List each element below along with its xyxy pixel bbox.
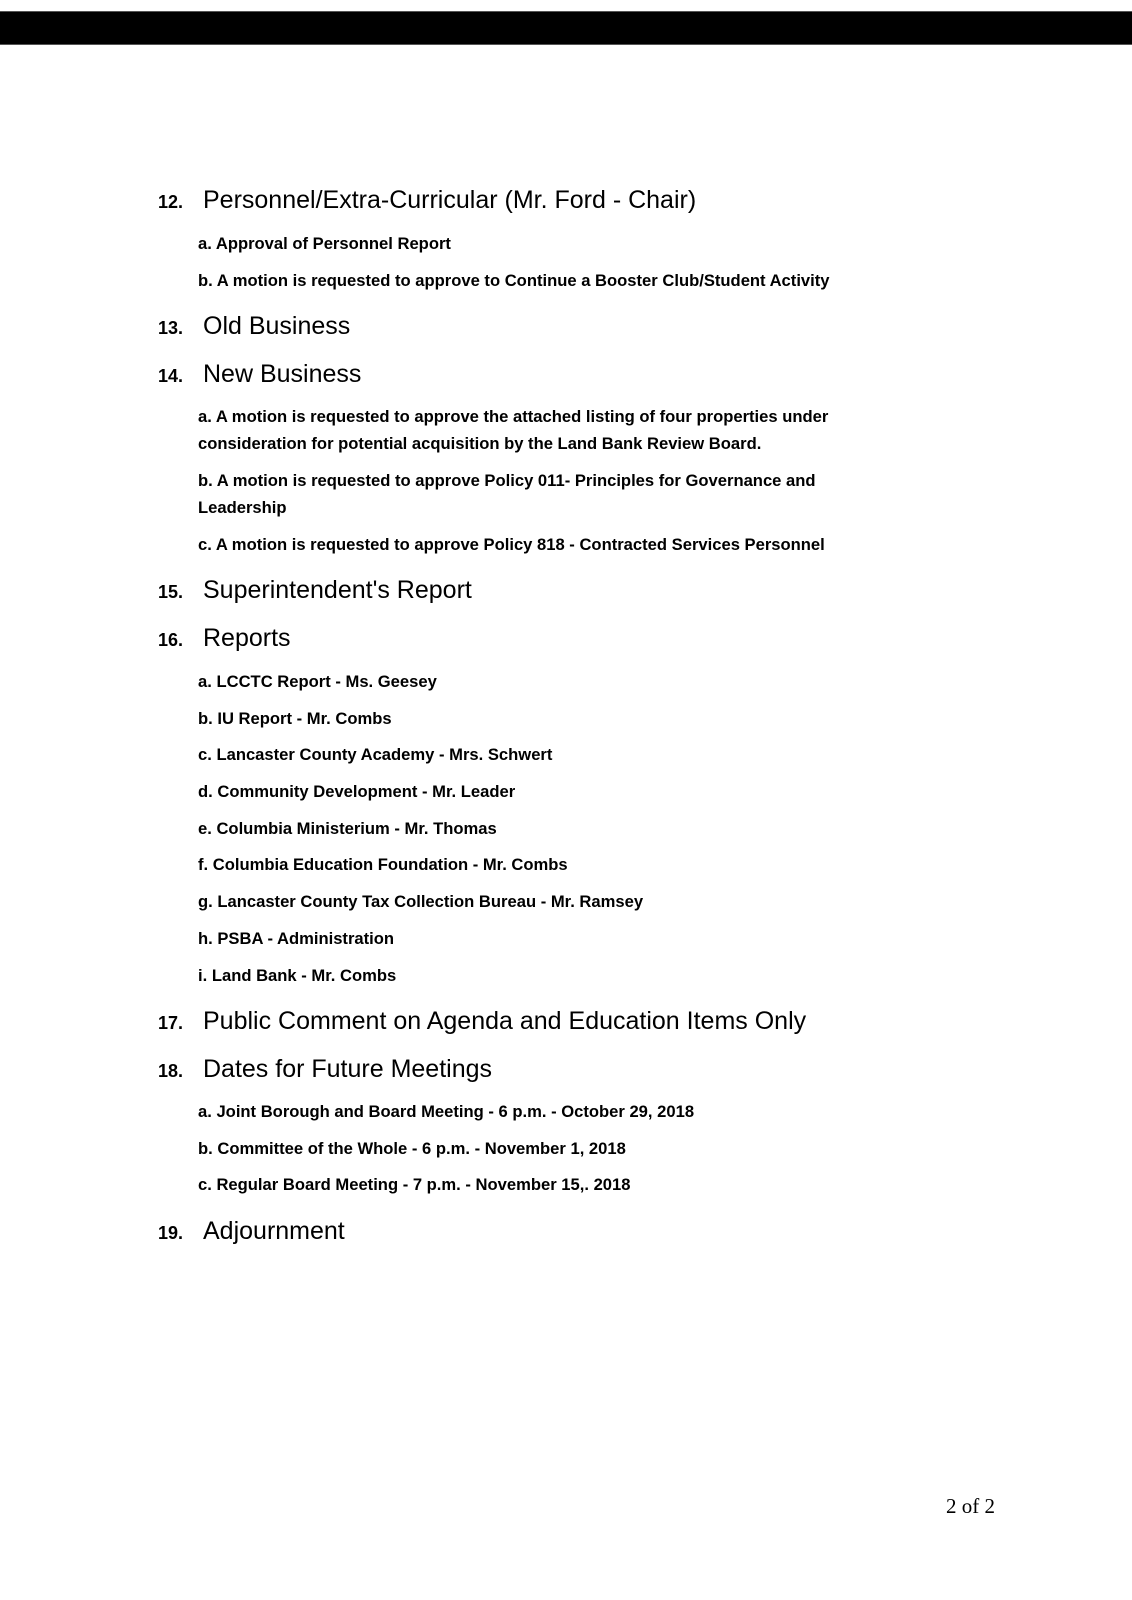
section-heading [158, 623, 291, 657]
agenda-item: b. Committee of the Whole - 6 p.m. - November 1, 2018 [198, 1139, 626, 1158]
agenda-item: b. A motion is requested to approve Policy 011- Principles for Governance and [198, 471, 816, 490]
section-title: Public Comment on Agenda and Education Items Only [203, 1007, 807, 1035]
agenda-item: c. Regular Board Meeting - 7 p.m. - November 15,. 2018 [198, 1175, 631, 1194]
agenda-item: f. Columbia Education Foundation - Mr. Combs [198, 855, 568, 874]
agenda-item: c. Lancaster County Academy - Mrs. Schwert [198, 745, 553, 764]
section-number: 13. [158, 318, 184, 338]
section-title: Adjournment [203, 1217, 345, 1245]
agenda-item: h. PSBA - Administration [198, 929, 395, 948]
section-number: 14. [158, 366, 184, 386]
page-number: 2 of 2 [946, 1494, 995, 1518]
section-heading [158, 1216, 345, 1250]
agenda-item: Leadership [198, 498, 287, 517]
agenda-item: g. Lancaster County Tax Collection Bureau - Mr. Ramsey [198, 892, 644, 911]
section-number: 16. [158, 630, 184, 650]
agenda-item: c. A motion is requested to approve Policy 818 - Contracted Services Personnel [198, 535, 825, 554]
section-number: 18. [158, 1061, 184, 1081]
section-heading [158, 1006, 806, 1040]
section-number: 15. [158, 582, 184, 602]
section-heading [158, 1054, 492, 1088]
section-number: 12. [158, 192, 184, 212]
section-heading [158, 311, 350, 345]
agenda-item: b. A motion is requested to approve to Continue a Booster Club/Student Activity [198, 271, 830, 290]
section-number: 17. [158, 1013, 184, 1033]
section-number: 19. [158, 1223, 184, 1243]
section-title: Old Business [203, 312, 351, 340]
agenda-item: a. A motion is requested to approve the attached listing of four properties under [198, 407, 829, 426]
section-title: Reports [203, 624, 291, 652]
agenda-item: a. Approval of Personnel Report [198, 234, 451, 253]
agenda-item: a. LCCTC Report - Ms. Geesey [198, 672, 437, 691]
agenda-item: i. Land Bank - Mr. Combs [198, 966, 397, 985]
section-heading [158, 185, 696, 219]
agenda-item: b. IU Report - Mr. Combs [198, 709, 392, 728]
agenda-item: consideration for potential acquisition by the Land Bank Review Board. [198, 434, 762, 453]
section-heading [158, 575, 472, 609]
section-title: Personnel/Extra-Curricular (Mr. Ford - Chair) [203, 186, 697, 214]
agenda-item: a. Joint Borough and Board Meeting - 6 p.m. - October 29, 2018 [198, 1102, 695, 1121]
top-black-bar [0, 11, 1132, 45]
agenda-item: d. Community Development - Mr. Leader [198, 782, 516, 801]
section-title: Superintendent's Report [203, 576, 472, 604]
section-title: Dates for Future Meetings [203, 1055, 493, 1083]
agenda-item: e. Columbia Ministerium - Mr. Thomas [198, 819, 497, 838]
section-heading [158, 359, 361, 393]
section-title: New Business [203, 360, 362, 388]
